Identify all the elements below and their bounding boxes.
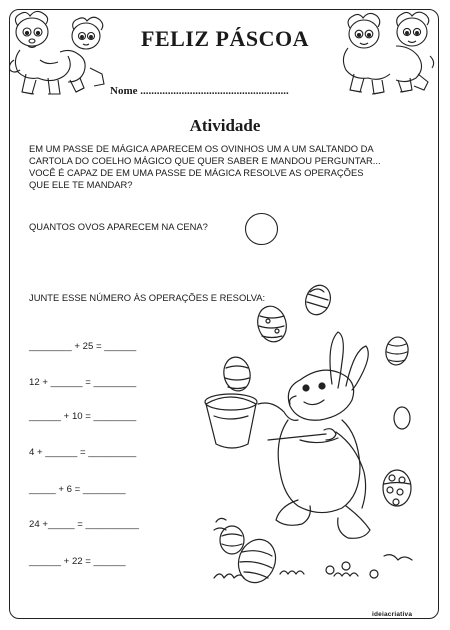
operations-instruction: JUNTE ESSE NÚMERO ÀS OPERAÇÕES E RESOLVA: (29, 292, 266, 303)
intro-line: CARTOLA DO COELHO MÁGICO QUE QUER SABER E MANDOU PERGUNTAR... (29, 155, 381, 166)
intro-line: QUE ELE TE MANDAR? (29, 179, 133, 190)
operation-item[interactable]: ______ + 22 = ______ (29, 556, 126, 567)
egg-icon (220, 526, 244, 554)
watermark-logo: ideiacriativa (372, 611, 413, 618)
operation-item[interactable]: 12 + ______ = ________ (29, 377, 137, 388)
intro-line: EM UM PASSE DE MÁGICA APARECEM OS OVINHOS UM A UM SALTANDO DA (29, 143, 374, 154)
egg-count-question: QUANTOS OVOS APARECEM NA CENA? (29, 221, 208, 232)
operation-item[interactable]: 4 + ______ = _________ (29, 447, 137, 458)
egg-icon (233, 534, 282, 588)
egg-icon (394, 407, 410, 429)
egg-icon (302, 282, 335, 318)
intro-line: VOCÊ É CAPAZ DE EM UMA PASSE DE MÁGICA RESOLVE AS OPERAÇÕES (29, 167, 364, 178)
egg-icon (221, 355, 253, 393)
operation-item[interactable]: ________ + 25 = ______ (29, 341, 137, 352)
operation-item[interactable]: ______ + 10 = ________ (29, 411, 137, 422)
egg-icon (383, 470, 411, 506)
egg-icon (384, 335, 411, 366)
egg-icon (254, 303, 290, 345)
activity-heading: Atividade (189, 116, 261, 135)
page-title: FELIZ PÁSCOA (141, 26, 309, 51)
name-field-line: Nome ...................................................... (110, 85, 289, 97)
operation-item[interactable]: 24 +_____ = __________ (29, 519, 139, 530)
operation-item[interactable]: _____ + 6 = ________ (29, 484, 126, 495)
